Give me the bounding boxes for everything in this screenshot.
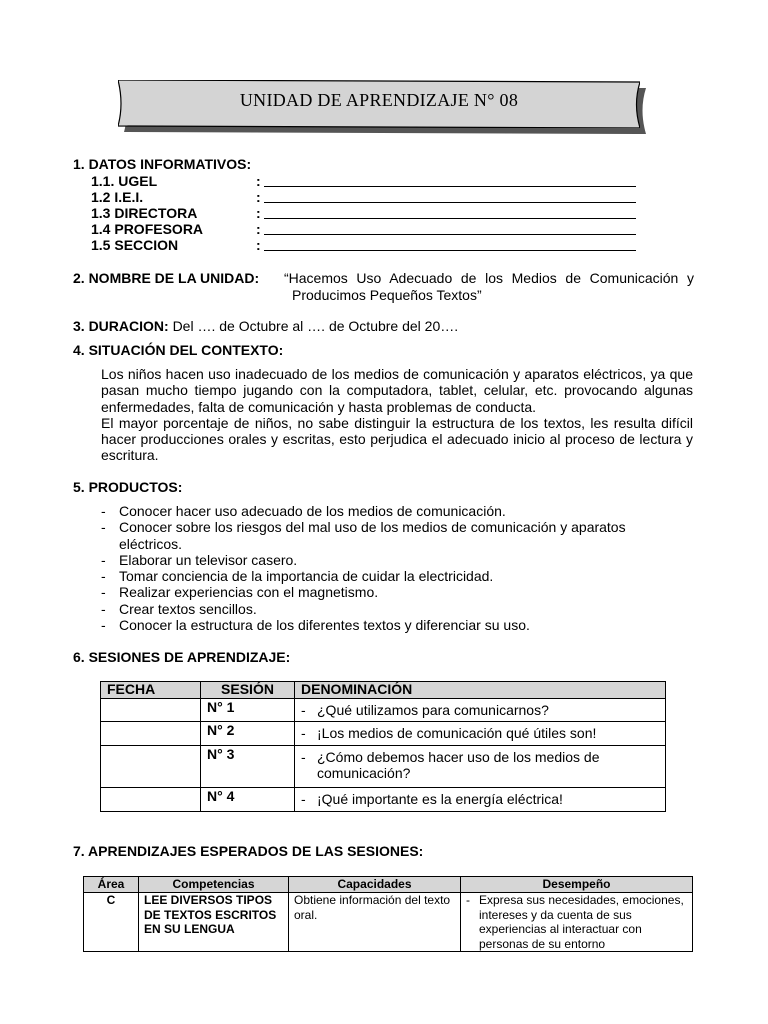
unit-name-line1: “Hacemos Uso Adecuado de los Medios de Comunicación y	[284, 270, 694, 286]
colon-iei: :	[256, 189, 261, 205]
blank-line-directora[interactable]	[264, 218, 636, 219]
duracion-text: Del …. de Octubre al …. de Octubre del 20….	[172, 318, 459, 334]
col-sesion: SESIÓN	[201, 682, 295, 699]
sesion-cell: N° 1	[201, 699, 295, 722]
field-seccion: 1.5 SECCION	[91, 237, 179, 253]
field-ugel: 1.1. UGEL	[91, 173, 158, 189]
colon-profesora: :	[256, 221, 261, 237]
desempeno-cell: - Expresa sus necesidades, emociones, intereses y da cuenta de sus experiencias al interactuar con personas de su entorno	[461, 893, 693, 952]
section-productos-heading: 5. PRODUCTOS:	[73, 479, 183, 495]
situacion-p2: El mayor porcentaje de niños, no sabe distinguir la estructura de los textos, les resulta difícil hacer producciones orales y escritas, esto perjudica el adecuado inicio al proceso de lectura y escritura.	[101, 414, 693, 464]
blank-line-seccion[interactable]	[264, 250, 636, 251]
colon-seccion: :	[256, 237, 261, 253]
denominacion-cell: - ¿Qué utilizamos para comunicarnos?	[295, 699, 666, 722]
colon-directora: :	[256, 205, 261, 221]
col-desempeno: Desempeño	[461, 877, 693, 893]
area-cell: C	[84, 893, 139, 952]
table-row	[101, 746, 666, 788]
col-fecha: FECHA	[101, 682, 201, 699]
fecha-cell[interactable]	[101, 722, 201, 746]
blank-line-ugel[interactable]	[264, 186, 636, 187]
section-situacion-heading: 4. SITUACIÓN DEL CONTEXTO:	[73, 342, 284, 358]
table-row	[101, 699, 666, 722]
section-aprendizajes-heading: 7. APRENDIZAJES ESPERADOS DE LAS SESIONES:	[73, 843, 424, 859]
table-header-row	[84, 877, 693, 893]
capacidad-cell: Obtiene información del texto oral.	[289, 893, 461, 952]
section-sesiones-heading: 6. SESIONES DE APRENDIZAJE:	[73, 649, 291, 665]
duracion-label: 3. DURACION:	[73, 318, 169, 334]
fecha-cell[interactable]	[101, 746, 201, 788]
col-denominacion: DENOMINACIÓN	[295, 682, 666, 699]
section-duracion	[73, 318, 458, 334]
table-row	[84, 893, 693, 952]
list-item: - Tomar conciencia de la importancia de cuidar la electricidad.	[101, 568, 494, 585]
denominacion-cell: - ¿Cómo debemos hacer uso de los medios de comunicación?	[295, 746, 666, 788]
list-item: - Conocer la estructura de los diferentes textos y diferenciar su uso.	[101, 617, 530, 634]
productos-list	[101, 503, 661, 633]
section-datos-heading: 1. DATOS INFORMATIVOS:	[73, 156, 252, 172]
table-row	[101, 722, 666, 746]
situacion-paragraph	[101, 366, 693, 464]
unit-name-line2: Producimos Pequeños Textos”	[292, 287, 482, 303]
col-area: Área	[84, 877, 139, 893]
aprendizajes-table	[83, 876, 693, 952]
list-item: - Realizar experiencias con el magnetismo.	[101, 584, 379, 601]
sesion-cell: N° 2	[201, 722, 295, 746]
denominacion-cell: - ¡Qué importante es la energía eléctrica!	[295, 788, 666, 812]
fecha-cell[interactable]	[101, 699, 201, 722]
field-profesora: 1.4 PROFESORA	[91, 221, 204, 237]
list-item: - Conocer sobre los riesgos del mal uso de los medios de comunicación y aparatos eléctricos.	[101, 519, 626, 552]
sesion-cell: N° 4	[201, 788, 295, 812]
table-header-row	[101, 682, 666, 699]
col-competencias: Competencias	[139, 877, 289, 893]
competencia-cell: LEE DIVERSOS TIPOS DE TEXTOS ESCRITOS EN SU LENGUA	[139, 893, 289, 952]
colon-ugel: :	[256, 173, 261, 189]
list-item: - Conocer hacer uso adecuado de los medios de comunicación.	[101, 503, 506, 519]
field-directora: 1.3 DIRECTORA	[91, 205, 198, 221]
section-nombre-label: 2. NOMBRE DE LA UNIDAD:	[73, 270, 260, 286]
title-banner	[118, 80, 648, 138]
situacion-p1: Los niños hacen uso inadecuado de los medios de comunicación y aparatos eléctricos, ya que pasan mucho tiempo jugando con la computadora, tablet, celular, etc. provocando algunas enfermedades, falta de comunicación y hasta problemas de conducta.	[101, 366, 693, 415]
sesiones-table	[100, 681, 666, 812]
table-row	[101, 788, 666, 812]
col-capacidades: Capacidades	[289, 877, 461, 893]
blank-line-profesora[interactable]	[264, 234, 636, 235]
page-title: UNIDAD DE APRENDIZAJE N° 08	[239, 90, 519, 110]
sesion-cell: N° 3	[201, 746, 295, 788]
denominacion-cell: - ¡Los medios de comunicación qué útiles son!	[295, 722, 666, 746]
field-iei: 1.2 I.E.I.	[91, 189, 144, 205]
list-item: - Crear textos sencillos.	[101, 600, 257, 617]
blank-line-iei[interactable]	[264, 202, 636, 203]
list-item: - Elaborar un televisor casero.	[101, 551, 298, 568]
fecha-cell[interactable]	[101, 788, 201, 812]
